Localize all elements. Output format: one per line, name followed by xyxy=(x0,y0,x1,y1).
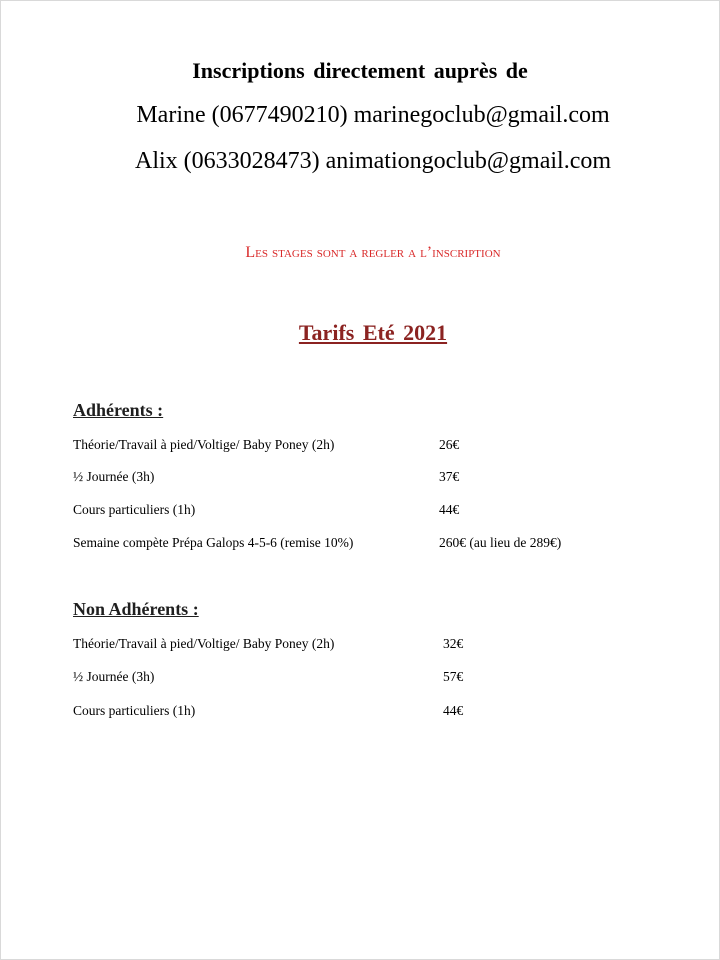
price-row-value: 37€ xyxy=(439,469,460,484)
contact-alix: Alix (0633028473) animationgoclub@gmail.com xyxy=(134,148,612,174)
price-row-value: 44€ xyxy=(443,703,464,718)
section-title-adherents: Adhérents : xyxy=(73,400,164,420)
price-row-label: Cours particuliers (1h) xyxy=(73,502,196,517)
price-row-label: Théorie/Travail à pied/Voltige/ Baby Poney (2h) xyxy=(73,437,335,452)
section-title-non-adherents: Non Adhérents : xyxy=(73,599,199,619)
page-title: Inscriptions directement auprès de xyxy=(192,58,528,83)
price-row-value: 26€ xyxy=(439,437,460,452)
price-row-value: 32€ xyxy=(443,636,464,651)
price-row-value: 260€ (au lieu de 289€) xyxy=(439,535,562,550)
price-row-value: 44€ xyxy=(439,502,460,517)
payment-notice: Les stages sont a regler a l’inscription xyxy=(245,244,501,261)
price-row-label: Cours particuliers (1h) xyxy=(73,703,196,718)
price-row-label: Théorie/Travail à pied/Voltige/ Baby Poney (2h) xyxy=(73,636,335,651)
tarifs-title: Tarifs Eté 2021 xyxy=(298,320,448,345)
price-row-label: ½ Journée (3h) xyxy=(73,669,155,684)
price-row-label: Semaine compète Prépa Galops 4-5-6 (remise 10%) xyxy=(73,535,354,550)
price-row-value: 57€ xyxy=(443,669,464,684)
price-row-label: ½ Journée (3h) xyxy=(73,469,155,484)
contact-marine: Marine (0677490210) marinegoclub@gmail.com xyxy=(136,102,610,128)
